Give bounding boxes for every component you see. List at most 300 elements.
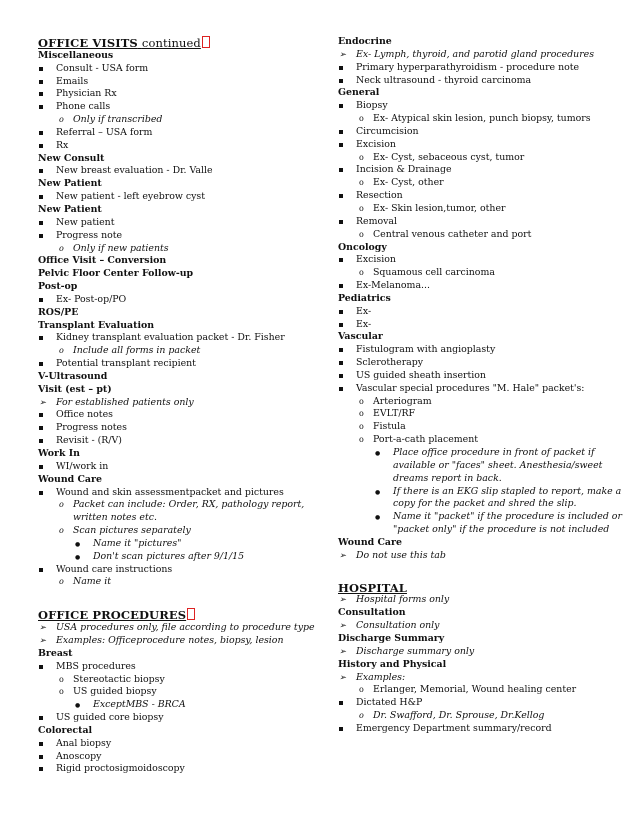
heading-text: Discharge Summary <box>338 632 445 644</box>
item-text: Sclerotherapy <box>356 357 424 369</box>
square-bullet-icon <box>339 190 343 203</box>
heading-text: New Patient <box>38 178 102 190</box>
heading-text: Pelvic Floor Center Follow-up <box>38 268 194 280</box>
square-bullet-icon <box>339 100 343 113</box>
square-bullet-icon <box>339 139 343 152</box>
section-heading <box>338 607 628 620</box>
item-text: Name it <box>73 576 111 588</box>
item-text: EVLT/RF <box>373 408 416 420</box>
section-heading <box>38 384 330 397</box>
item-text: US guided core biopsy <box>56 712 164 724</box>
list-item <box>38 397 330 410</box>
section-heading <box>38 474 330 487</box>
square-bullet-icon <box>339 306 343 319</box>
item-text: MBS procedures <box>56 660 136 672</box>
heading-text: General <box>338 87 380 99</box>
item-text: Dr. Swafford, Dr. Sprouse, Dr.Kellog <box>373 710 545 722</box>
item-text: New patient - left eyebrow cyst <box>56 191 206 203</box>
list-item <box>338 646 628 659</box>
list-item <box>338 524 628 537</box>
list-item <box>338 684 628 697</box>
section-heading <box>38 281 330 294</box>
circle-bullet-icon: o <box>59 346 64 356</box>
item-text: Excision <box>356 254 396 266</box>
item-text: Ex- Cyst, sebaceous cyst, tumor <box>373 151 525 163</box>
item-text: Ex- <box>356 305 372 317</box>
circle-bullet-icon: o <box>359 178 364 188</box>
item-text: Name it "packet" if the procedure is included or <box>393 511 622 523</box>
list-item <box>338 100 628 113</box>
square-bullet-icon <box>39 358 43 371</box>
procedures-continued-list <box>338 36 628 563</box>
square-bullet-icon <box>339 370 343 383</box>
section-heading <box>338 293 628 306</box>
circle-bullet-icon: o <box>59 577 64 587</box>
square-bullet-icon <box>39 487 43 500</box>
list-item <box>38 409 330 422</box>
square-bullet-icon <box>339 216 343 229</box>
item-text: "packet only" if the procedure is not included <box>393 524 610 536</box>
section-heading <box>38 255 330 268</box>
circle-bullet-icon: o <box>59 243 64 253</box>
list-item <box>338 190 628 203</box>
item-text: Discharge summary only <box>356 645 475 657</box>
square-bullet-icon <box>339 126 343 139</box>
list-item <box>338 177 628 190</box>
square-bullet-icon <box>39 564 43 577</box>
item-text: Ex- Skin lesion,tumor, other <box>373 202 506 214</box>
item-text: available or "faces" sheet. Anesthesia/sweet <box>393 459 603 471</box>
list-item <box>338 203 628 216</box>
square-bullet-icon <box>39 217 43 230</box>
section-heading <box>338 87 628 100</box>
item-text: Excision <box>356 138 396 150</box>
list-item <box>338 620 628 633</box>
item-text: Office notes <box>56 409 113 421</box>
list-item <box>338 511 628 524</box>
list-item <box>38 230 330 243</box>
list-item <box>38 63 330 76</box>
list-item <box>338 723 628 736</box>
list-item <box>338 370 628 383</box>
list-item <box>38 751 330 764</box>
list-item <box>38 699 330 712</box>
list-item <box>338 306 628 319</box>
item-text: Anal biopsy <box>56 737 112 749</box>
list-item <box>38 217 330 230</box>
heading-text: Colorectal <box>38 724 93 736</box>
item-text: Emergency Department summary/record <box>356 722 552 734</box>
item-text: Ex- Post-op/PO <box>56 293 127 305</box>
heading-text: Miscellaneous <box>38 49 114 61</box>
section-title-main: OFFICE VISITS <box>38 36 138 50</box>
list-item <box>38 191 330 204</box>
section-title-main: HOSPITAL <box>338 580 407 595</box>
square-bullet-icon <box>339 254 343 267</box>
arrow-bullet-icon: ➢ <box>339 595 347 606</box>
list-item <box>38 564 330 577</box>
list-item <box>38 294 330 307</box>
section-heading <box>338 633 628 646</box>
heading-text: Oncology <box>338 241 387 253</box>
heading-text: Endocrine <box>338 36 392 47</box>
list-item <box>338 229 628 242</box>
list-item <box>38 358 330 371</box>
arrow-bullet-icon: ➢ <box>39 397 47 408</box>
list-item <box>338 594 628 607</box>
item-text: Ex- Cyst, other <box>373 177 444 189</box>
item-text: Scan pictures separately <box>73 525 191 537</box>
dot-bullet-icon: ● <box>75 540 81 548</box>
square-bullet-icon <box>39 422 43 435</box>
list-item <box>338 254 628 267</box>
section-heading <box>38 50 330 63</box>
item-text: dreams report in back. <box>393 472 502 484</box>
arrow-bullet-icon: ➢ <box>39 635 47 646</box>
item-text: Removal <box>356 215 398 227</box>
item-text: Hospital forms only <box>356 594 450 606</box>
item-text: copy for the packet and shred the slip. <box>393 498 577 510</box>
item-text: US guided sheath insertion <box>356 369 486 381</box>
square-bullet-icon <box>339 357 343 370</box>
section-heading <box>38 268 330 281</box>
item-text: Only if transcribed <box>73 114 163 126</box>
square-bullet-icon <box>39 461 43 474</box>
item-text: WI/work in <box>56 460 109 472</box>
list-item <box>38 686 330 699</box>
square-bullet-icon <box>39 294 43 307</box>
item-text: Consult - USA form <box>56 62 149 74</box>
list-item <box>38 76 330 89</box>
item-text: Primary hyperparathyroidism - procedure note <box>356 61 580 73</box>
list-item <box>338 697 628 710</box>
item-text: Ex- Lymph, thyroid, and parotid gland procedures <box>356 48 595 60</box>
arrow-bullet-icon: ➢ <box>339 49 347 60</box>
marker-box-icon <box>202 36 210 48</box>
section-heading <box>38 371 330 384</box>
section-heading <box>38 153 330 166</box>
dot-bullet-icon: ● <box>75 702 81 710</box>
list-item <box>338 357 628 370</box>
list-item <box>338 49 628 62</box>
list-item <box>338 164 628 177</box>
circle-bullet-icon: o <box>359 229 364 239</box>
item-text: Kidney transplant evaluation packet - Dr. Fisher <box>56 332 285 344</box>
dot-bullet-icon: ● <box>75 553 81 561</box>
arrow-bullet-icon: ➢ <box>39 623 47 634</box>
square-bullet-icon <box>39 191 43 204</box>
list-item <box>338 139 628 152</box>
item-text: Wound care instructions <box>56 563 173 575</box>
item-text: USA procedures only, file according to procedure type <box>56 622 315 634</box>
heading-text: Pediatrics <box>338 292 391 304</box>
circle-bullet-icon: o <box>359 685 364 695</box>
list-item <box>338 113 628 126</box>
list-item <box>338 408 628 421</box>
list-item <box>338 216 628 229</box>
item-text: Examples: <box>356 671 406 683</box>
square-bullet-icon <box>39 230 43 243</box>
list-item <box>38 661 330 674</box>
list-item <box>338 344 628 357</box>
list-item <box>338 710 628 723</box>
list-item <box>38 525 330 538</box>
item-text: Ex- <box>356 318 372 330</box>
item-text: Physician Rx <box>56 88 117 100</box>
square-bullet-icon <box>39 140 43 153</box>
circle-bullet-icon: o <box>359 422 364 432</box>
list-item <box>38 461 330 474</box>
section-heading <box>338 36 628 49</box>
item-text: Rx <box>56 139 69 151</box>
item-text: Packet can include: Order, RX, pathology report, <box>73 499 305 511</box>
list-item <box>338 460 628 473</box>
item-text: Referral – USA form <box>56 126 153 138</box>
item-text: Don't scan pictures after 9/1/15 <box>93 550 245 562</box>
item-text: Potential transplant recipient <box>56 358 196 370</box>
section-title-office-procedures <box>38 608 330 622</box>
section-heading <box>38 320 330 333</box>
arrow-bullet-icon: ➢ <box>339 550 347 561</box>
item-text: Revisit - (R/V) <box>56 435 122 447</box>
list-item <box>338 421 628 434</box>
list-item <box>38 712 330 725</box>
circle-bullet-icon: o <box>359 152 364 162</box>
item-text: New patient <box>56 216 115 228</box>
office-visits-list <box>38 50 330 589</box>
arrow-bullet-icon: ➢ <box>339 646 347 657</box>
list-item <box>38 101 330 114</box>
circle-bullet-icon: o <box>359 435 364 445</box>
square-bullet-icon <box>339 344 343 357</box>
list-item <box>38 622 330 635</box>
right-column <box>338 36 628 736</box>
item-text: Arteriogram <box>373 395 432 407</box>
list-item <box>338 550 628 563</box>
circle-bullet-icon: o <box>359 409 364 419</box>
list-item <box>338 447 628 460</box>
item-text: Anoscopy <box>56 750 102 762</box>
section-heading <box>38 448 330 461</box>
list-item <box>38 551 330 564</box>
list-item <box>38 165 330 178</box>
section-heading <box>38 204 330 217</box>
heading-text: Wound Care <box>38 473 102 485</box>
item-text: Include all forms in packet <box>73 345 201 357</box>
list-item <box>338 267 628 280</box>
square-bullet-icon <box>339 62 343 75</box>
circle-bullet-icon: o <box>59 115 64 125</box>
list-item <box>338 280 628 293</box>
list-item <box>38 738 330 751</box>
spacer <box>38 589 330 602</box>
list-item <box>338 396 628 409</box>
square-bullet-icon <box>339 75 343 88</box>
square-bullet-icon <box>339 319 343 332</box>
circle-bullet-icon: o <box>59 526 64 536</box>
item-text: Examples: Officeprocedure notes, biopsy, lesion <box>56 634 284 646</box>
heading-text: Work In <box>38 448 80 459</box>
circle-bullet-icon: o <box>359 396 364 406</box>
square-bullet-icon <box>39 101 43 114</box>
list-item <box>38 243 330 256</box>
dot-bullet-icon: ● <box>375 514 381 522</box>
list-item <box>38 332 330 345</box>
heading-text: Transplant Evaluation <box>38 319 155 331</box>
circle-bullet-icon: o <box>359 711 364 721</box>
item-text: Resection <box>356 190 403 202</box>
left-column <box>38 36 330 776</box>
list-item <box>338 473 628 486</box>
list-item <box>38 674 330 687</box>
heading-text: V-Ultrasound <box>38 370 108 382</box>
item-text: Only if new patients <box>73 242 169 254</box>
item-text: Wound and skin assessmentpacket and pictures <box>56 486 284 498</box>
arrow-bullet-icon: ➢ <box>339 621 347 632</box>
square-bullet-icon <box>39 435 43 448</box>
arrow-bullet-icon: ➢ <box>339 672 347 683</box>
list-item <box>338 152 628 165</box>
square-bullet-icon <box>339 723 343 736</box>
heading-text: History and Physical <box>338 658 447 670</box>
heading-text: ROS/PE <box>38 306 79 318</box>
list-item <box>338 75 628 88</box>
item-text: Progress note <box>56 229 123 241</box>
section-title-main: OFFICE PROCEDURES <box>38 608 187 623</box>
item-text: US guided biopsy <box>73 686 157 698</box>
spacer <box>338 563 628 576</box>
square-bullet-icon <box>39 165 43 178</box>
square-bullet-icon <box>39 712 43 725</box>
item-text: Do not use this tab <box>356 549 446 561</box>
list-item <box>38 435 330 448</box>
list-item <box>38 127 330 140</box>
list-item <box>38 487 330 500</box>
item-text: Dictated H&P <box>356 697 423 709</box>
item-text: Name it "pictures" <box>93 537 182 549</box>
marker-box-icon <box>187 608 195 620</box>
list-item <box>338 498 628 511</box>
item-text: For established patients only <box>56 396 194 408</box>
heading-text: Consultation <box>338 607 406 619</box>
item-text: Erlanger, Memorial, Wound healing center <box>373 684 577 696</box>
square-bullet-icon <box>39 88 43 101</box>
square-bullet-icon <box>39 751 43 764</box>
square-bullet-icon <box>339 697 343 710</box>
circle-bullet-icon: o <box>59 674 64 684</box>
item-text: Progress notes <box>56 422 127 434</box>
list-item <box>338 486 628 499</box>
square-bullet-icon <box>339 280 343 293</box>
circle-bullet-icon: o <box>359 268 364 278</box>
item-text: If there is an EKG slip stapled to report, make a <box>393 485 622 497</box>
list-item <box>338 672 628 685</box>
item-text: Vascular special procedures "M. Hale" packet's: <box>356 382 585 394</box>
list-item <box>338 383 628 396</box>
square-bullet-icon <box>39 76 43 89</box>
heading-text: Office Visit – Conversion <box>38 255 167 267</box>
square-bullet-icon <box>39 63 43 76</box>
list-item <box>38 763 330 776</box>
heading-text: New Consult <box>38 152 105 164</box>
heading-text: Post-op <box>38 281 78 293</box>
office-procedures-list <box>38 622 330 776</box>
square-bullet-icon <box>339 383 343 396</box>
square-bullet-icon <box>39 661 43 674</box>
item-text: Squamous cell carcinoma <box>373 267 495 279</box>
list-item <box>38 499 330 512</box>
list-item <box>38 576 330 589</box>
section-heading <box>38 648 330 661</box>
list-item <box>338 126 628 139</box>
square-bullet-icon <box>339 164 343 177</box>
section-heading <box>338 242 628 255</box>
square-bullet-icon <box>39 738 43 751</box>
section-heading <box>338 659 628 672</box>
section-heading <box>338 331 628 344</box>
section-title-hospital <box>338 582 628 595</box>
heading-text: Breast <box>38 647 73 659</box>
item-text: Stereotactic biopsy <box>73 673 165 685</box>
list-item <box>38 538 330 551</box>
list-item <box>38 512 330 525</box>
list-item <box>38 422 330 435</box>
item-text: Incision & Drainage <box>356 164 452 176</box>
item-text: written notes etc. <box>73 512 157 524</box>
circle-bullet-icon: o <box>359 203 364 213</box>
circle-bullet-icon: o <box>59 500 64 510</box>
section-heading <box>38 725 330 738</box>
item-text: Place office procedure in front of packet if <box>393 447 595 458</box>
heading-text: Wound Care <box>338 536 402 548</box>
square-bullet-icon <box>39 409 43 422</box>
section-heading <box>338 537 628 550</box>
heading-text: Vascular <box>338 331 383 343</box>
circle-bullet-icon: o <box>59 687 64 697</box>
list-item <box>38 140 330 153</box>
list-item <box>338 319 628 332</box>
dot-bullet-icon: ● <box>375 488 381 496</box>
item-text: Emails <box>56 75 89 87</box>
square-bullet-icon <box>39 763 43 776</box>
square-bullet-icon <box>39 127 43 140</box>
list-item <box>38 635 330 648</box>
item-text: New breast evaluation - Dr. Valle <box>56 165 213 177</box>
list-item <box>38 345 330 358</box>
circle-bullet-icon: o <box>359 114 364 124</box>
dot-bullet-icon: ● <box>375 450 381 457</box>
list-item <box>338 62 628 75</box>
item-text: Rigid proctosigmoidoscopy <box>56 763 185 775</box>
item-text: Ex- Atypical skin lesion, punch biopsy, tumors <box>373 113 591 125</box>
heading-text: New Patient <box>38 203 102 215</box>
item-text: Neck ultrasound - thyroid carcinoma <box>356 74 532 86</box>
item-text: ExceptMBS - BRCA <box>93 699 186 711</box>
section-heading <box>38 307 330 320</box>
item-text: Fistulogram with angioplasty <box>356 344 496 356</box>
item-text: Phone calls <box>56 101 111 113</box>
section-heading <box>38 178 330 191</box>
item-text: Central venous catheter and port <box>373 228 532 240</box>
heading-text: Visit (est – pt) <box>38 383 112 395</box>
item-text: Port-a-cath placement <box>373 434 479 446</box>
item-text: Consultation only <box>356 620 440 632</box>
section-title-office-visits <box>38 36 330 50</box>
list-item <box>38 88 330 101</box>
list-item <box>338 434 628 447</box>
list-item <box>38 114 330 127</box>
item-text: Ex-Melanoma... <box>356 280 430 292</box>
